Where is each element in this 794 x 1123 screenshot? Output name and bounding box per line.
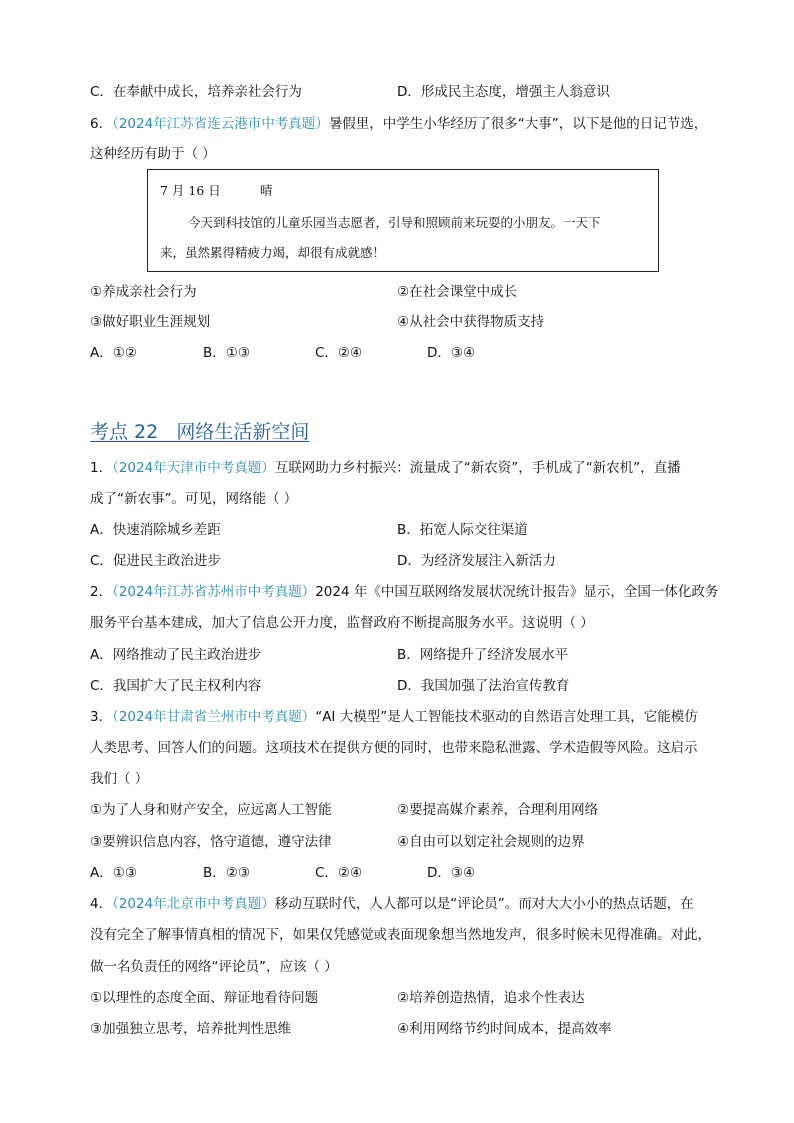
q5-option-d: D．形成民主态度，增强主人翁意识 [397,84,610,100]
s1-option-b: B．拓宽人际交往渠道 [397,522,528,538]
s3-source: （2024年甘肃省兰州市中考真题） [112,709,316,725]
s4-item-2: ②培养创造热情，追求个性表达 [397,990,585,1006]
s3-stem-line1 [90,707,698,727]
s4-number: 4． [90,896,113,912]
s2-number: 2． [90,584,113,600]
s3-option-b: B．②③ [203,865,250,881]
s4-item-1: ①以理性的态度全面、辩证地看待问题 [90,990,319,1006]
s3-option-d: D．③④ [427,865,476,881]
q6-stem-text: 暑假里，中学生小华经历了很多“大事”，以下是他的日记节选， [328,116,708,132]
s3-item-4: ④自由可以划定社会规则的边界 [397,834,585,850]
q6-option-c: C．②④ [315,345,363,361]
q6-item-2: ②在社会课堂中成长 [397,284,518,300]
s2-stem-line1 [90,582,718,602]
q6-option-b: B．①③ [203,345,250,361]
s3-item-3: ③要辨识信息内容，恪守道德，遵守法律 [90,834,332,850]
q6-option-a: A．①② [90,345,137,361]
s3-stem-line3: 我们（ ） [90,771,149,787]
q6-item-1: ①养成亲社会行为 [90,284,197,300]
s3-stem-text: “AI 大模型”是人工智能技术驱动的自然语言处理工具，它能模仿 [315,709,698,725]
s1-stem-line2: 成了“新农事”。可见，网络能（ ） [90,491,298,507]
s2-option-c: C．我国扩大了民主权利内容 [90,678,262,694]
s3-option-c: C．②④ [315,865,363,881]
s1-option-c: C．促进民主政治进步 [90,553,221,569]
s2-stem-line2: 服务平台基本建成，加大了信息公开力度，监督政府不断提高服务水平。这说明（ ） [90,615,594,631]
s4-item-3: ③加强独立思考，培养批判性思维 [90,1021,292,1037]
s2-option-d: D．我国加强了法治宣传教育 [397,678,570,694]
s3-number: 3． [90,709,113,725]
diary-date: 7 月 16 日 [160,183,221,198]
s1-number: 1． [90,460,113,476]
s2-source: （2024年江苏省苏州市中考真题） [112,584,316,600]
s3-item-2: ②要提高媒介素养，合理利用网络 [397,802,599,818]
s4-stem-text: 移动互联时代，人人都可以是“评论员”。而对大大小小的热点话题，在 [274,896,694,912]
s4-source: （2024年北京市中考真题） [112,896,275,912]
s4-stem-line1 [90,894,694,914]
s4-stem-line2: 没有完全了解事情真相的情况下，如果仅凭感觉或表面现象想当然地发声，很多时候未见得准确。对此， [90,927,711,943]
diary-body-line1: 今天到科技馆的儿童乐园当志愿者，引导和照顾前来玩耍的小朋友。一天下 [188,215,601,230]
s1-option-d: D．为经济发展注入新活力 [397,553,556,569]
section-title: 考点 22 网络生活新空间 [90,421,310,443]
q5-option-c: C．在奉献中成长，培养亲社会行为 [90,84,302,100]
diary-body-line2: 来，虽然累得精疲力竭，却很有成就感！ [160,245,386,260]
q6-item-3: ③做好职业生涯规划 [90,314,211,330]
s2-option-a: A．网络推动了民主政治进步 [90,647,262,663]
s3-option-a: A．①③ [90,865,137,881]
s2-option-b: B．网络提升了经济发展水平 [397,647,569,663]
q6-item-4: ④从社会中获得物质支持 [397,314,545,330]
s4-stem-line3: 做一名负责任的网络“评论员”，应该（ ） [90,959,338,975]
q6-source: （2024年江苏省连云港市中考真题） [112,116,329,132]
s1-stem-text: 互联网助力乡村振兴：流量成了“新农资”，手机成了“新农机”，直播 [274,460,681,476]
q6-stem-line2: 这种经历有助于（ ） [90,146,216,162]
diary-box [147,169,659,272]
s2-stem-text: 2024 年《中国互联网络发展状况统计报告》显示，全国一体化政务 [315,584,719,600]
s1-option-a: A．快速消除城乡差距 [90,522,221,538]
s3-stem-line2: 人类思考、回答人们的问题。这项技术在提供方便的同时，也带来隐私泄露、学术造假等风险。这启示 [90,740,698,756]
s1-stem-line1 [90,458,681,478]
diary-weather: 晴 [260,183,273,198]
s1-source: （2024年天津市中考真题） [112,460,275,476]
s4-item-4: ④利用网络节约时间成本，提高效率 [397,1021,612,1037]
s3-item-1: ①为了人身和财产安全，应远离人工智能 [90,802,332,818]
q6-number: 6． [90,116,113,132]
q6-option-d: D．③④ [427,345,476,361]
q6-stem-line1 [90,114,707,134]
